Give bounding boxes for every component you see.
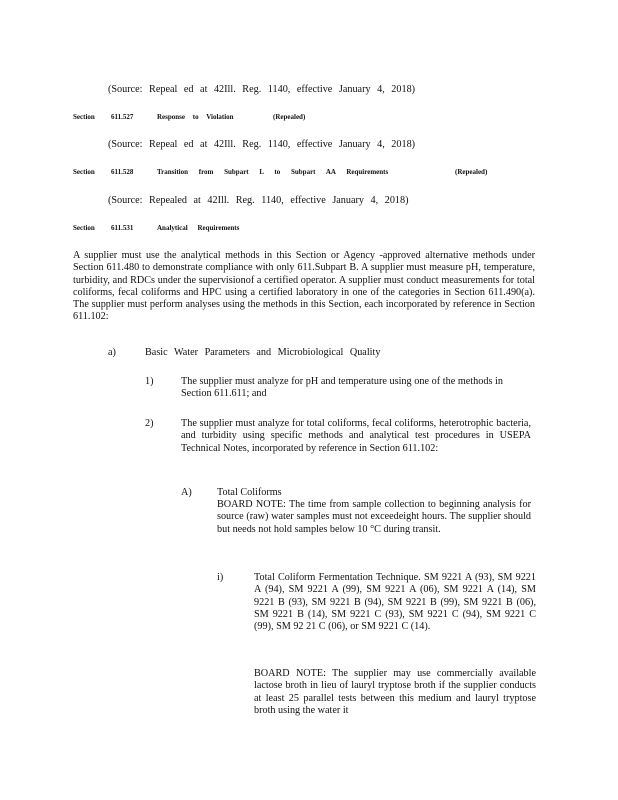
item-i-text: Total Coliform Fermentation Technique. SM 9221 A (93), SM 9221 A (94), SM 9221 A (99), SM 9221 A (06), SM 9221 A (14), SM 9221 B (93), SM 9221 B (94), SM 9221 B (99), SM 9221 B (06), SM 9221 B (14), SM 9221 C (93), SM 9221 C (94), SM 9221 C (99), SM 92 21 C (06), or SM 9221 C (14). (254, 572, 536, 633)
item-A-label: A) (181, 487, 192, 498)
section-title: Analytical Requirements (157, 224, 240, 232)
section-word: Section (73, 224, 95, 232)
item-A-board-note: BOARD NOTE: The time from sample collection to beginning analysis for source (raw) water samples must not exceedeight hours. The supplier should but needs not hold samples below 10 °C during transit. (217, 499, 531, 535)
section-title: Transition from Subpart L to Subpart AA Requirements (157, 168, 389, 176)
source-note-3: (Source: Repealed at 42Ill. Reg. 1140, effective January 4, 2018) (108, 195, 409, 206)
section-number: 611.527 (111, 113, 134, 121)
section-status: (Repealed) (455, 168, 488, 176)
section-number: 611.528 (111, 168, 134, 176)
item-A-title: Total Coliforms (217, 487, 282, 498)
section-word: Section (73, 168, 95, 176)
item-1-label: 1) (145, 376, 154, 387)
item-2-text: The supplier must analyze for total coliforms, fecal coliforms, heterotrophic bacteria, and turbidity using specific methods and analytical test procedures in USEPA Technical Notes, incorporated by reference in Section 611.102: (181, 418, 531, 454)
item-a-label: a) (108, 347, 116, 358)
item-1-text: The supplier must analyze for pH and temperature using one of the methods in Section 611.611; and (181, 376, 503, 400)
intro-paragraph: A supplier must use the analytical methods in this Section or Agency -approved alternative methods under Section 611.480 to demonstrate compliance with only 611.Subpart B. A supplier must measure pH, temperature, turbidity, and RDCs under the supervisionof a certified operator. A supplier must conduct measurements for total coliforms, fecal coliforms and HPC using a certified laboratory in one of the categories in Section 611.490(a). The supplier must perform analyses using the methods in this Section, each incorporated by reference in Section 611.102: (73, 250, 535, 323)
item-2-label: 2) (145, 418, 154, 429)
item-a-text: Basic Water Parameters and Microbiological Quality (145, 347, 381, 358)
item-i-board-note: BOARD NOTE: The supplier may use commercially available lactose broth in lieu of lauryl tryptose broth if the supplier conducts at least 25 parallel tests between this medium and lauryl tryptose broth using the water it (254, 668, 536, 716)
section-status: (Repealed) (273, 113, 306, 121)
item-i-label: i) (217, 572, 224, 583)
section-title: Response to Violation (157, 113, 234, 121)
section-number: 611.531 (111, 224, 134, 232)
source-note-2: (Source: Repeal ed at 42Ill. Reg. 1140, effective January 4, 2018) (108, 139, 416, 150)
source-note-1: (Source: Repeal ed at 42Ill. Reg. 1140, effective January 4, 2018) (108, 84, 416, 95)
section-word: Section (73, 113, 95, 121)
